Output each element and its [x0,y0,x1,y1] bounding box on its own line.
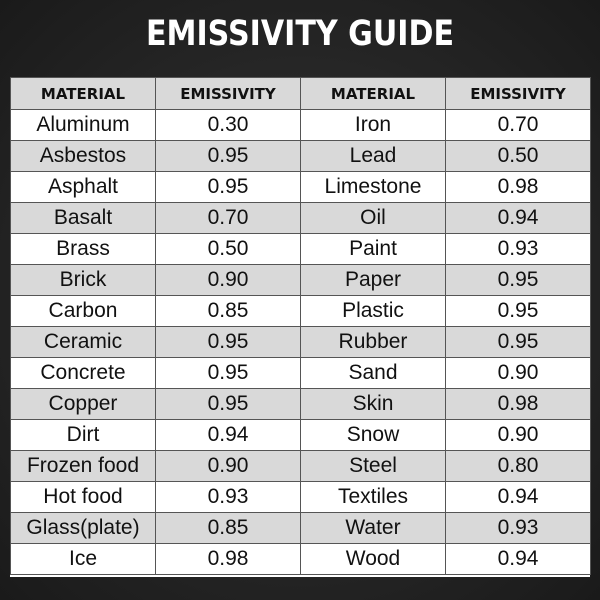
table-row [11,358,591,389]
material-cell: Textiles [301,482,446,513]
emissivity-cell: 0.70 [156,203,301,234]
header-material-left: MATERIAL [11,78,156,110]
emissivity-cell: 0.85 [156,513,301,544]
emissivity-cell: 0.98 [446,172,591,203]
emissivity-cell: 0.95 [446,327,591,358]
material-cell: Sand [301,358,446,389]
table-row [11,234,591,265]
emissivity-cell: 0.94 [446,482,591,513]
emissivity-cell: 0.95 [156,141,301,172]
material-cell: Oil [301,203,446,234]
emissivity-cell: 0.30 [156,110,301,141]
table-row [11,389,591,420]
material-cell: Basalt [11,203,156,234]
emissivity-cell: 0.95 [156,389,301,420]
material-cell: Rubber [301,327,446,358]
material-cell: Glass(plate) [11,513,156,544]
emissivity-cell: 0.93 [156,482,301,513]
emissivity-cell: 0.95 [156,358,301,389]
material-cell: Asbestos [11,141,156,172]
material-cell: Skin [301,389,446,420]
material-cell: Snow [301,420,446,451]
table-row [11,513,591,544]
material-cell: Paper [301,265,446,296]
page-title: EMISSIVITY GUIDE [145,14,455,54]
material-cell: Plastic [301,296,446,327]
emissivity-cell: 0.94 [446,203,591,234]
table-row [11,110,591,141]
table-row [11,172,591,203]
emissivity-cell: 0.94 [446,544,591,575]
emissivity-cell: 0.98 [156,544,301,575]
material-cell: Iron [301,110,446,141]
emissivity-cell: 0.90 [446,420,591,451]
material-cell: Water [301,513,446,544]
material-cell: Asphalt [11,172,156,203]
emissivity-cell: 0.90 [156,451,301,482]
emissivity-cell: 0.95 [156,172,301,203]
table-row [11,544,591,575]
material-cell: Lead [301,141,446,172]
material-cell: Dirt [11,420,156,451]
emissivity-cell: 0.50 [156,234,301,265]
table-row [11,420,591,451]
emissivity-cell: 0.95 [446,265,591,296]
emissivity-cell: 0.93 [446,234,591,265]
table-row [11,482,591,513]
material-cell: Brick [11,265,156,296]
emissivity-cell: 0.70 [446,110,591,141]
emissivity-cell: 0.90 [446,358,591,389]
material-cell: Frozen food [11,451,156,482]
emissivity-cell: 0.95 [446,296,591,327]
header-material-right: MATERIAL [301,78,446,110]
table-row [11,296,591,327]
table-header-row [11,78,591,110]
table-row [11,451,591,482]
emissivity-cell: 0.85 [156,296,301,327]
table-row [11,265,591,296]
emissivity-table [10,77,591,575]
table-row [11,141,591,172]
emissivity-cell: 0.95 [156,327,301,358]
emissivity-table-container [10,77,590,577]
material-cell: Wood [301,544,446,575]
emissivity-cell: 0.90 [156,265,301,296]
material-cell: Hot food [11,482,156,513]
table-row [11,203,591,234]
emissivity-cell: 0.50 [446,141,591,172]
material-cell: Steel [301,451,446,482]
material-cell: Brass [11,234,156,265]
material-cell: Ceramic [11,327,156,358]
emissivity-cell: 0.94 [156,420,301,451]
material-cell: Limestone [301,172,446,203]
emissivity-cell: 0.80 [446,451,591,482]
material-cell: Concrete [11,358,156,389]
header-emissivity-left: EMISSIVITY [156,78,301,110]
material-cell: Copper [11,389,156,420]
emissivity-cell: 0.93 [446,513,591,544]
material-cell: Ice [11,544,156,575]
header-emissivity-right: EMISSIVITY [446,78,591,110]
material-cell: Paint [301,234,446,265]
table-row [11,327,591,358]
material-cell: Carbon [11,296,156,327]
material-cell: Aluminum [11,110,156,141]
emissivity-cell: 0.98 [446,389,591,420]
